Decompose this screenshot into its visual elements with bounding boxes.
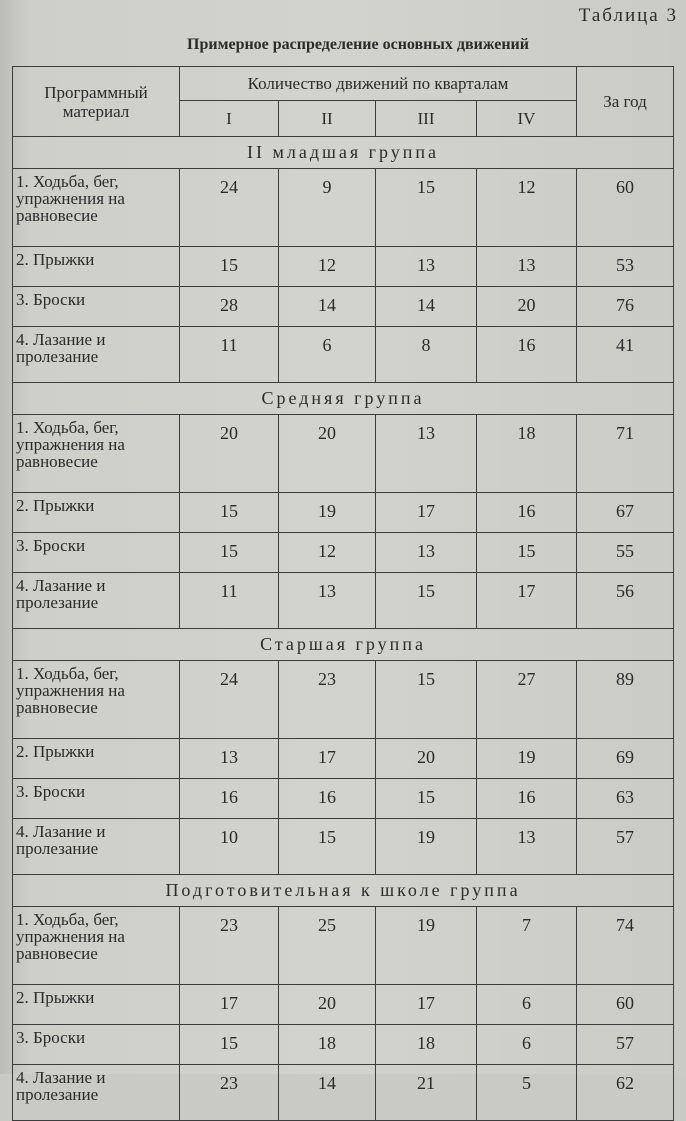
quarter-q3-cell: 20 [376,739,477,779]
table-title: Примерное распределение основных движений [187,36,529,53]
year-total-cell: 69 [577,739,674,779]
movement-distribution-table [12,66,674,1121]
quarter-q1-cell: 11 [180,327,279,383]
exercise-name-cell: 3. Броски [13,779,180,819]
header-q1: I [180,101,279,137]
year-total-cell: 55 [577,533,674,573]
group-header-row [13,875,674,907]
year-total-cell: 41 [577,327,674,383]
quarter-q2-cell: 14 [279,287,376,327]
quarter-q3-cell: 17 [376,493,477,533]
quarter-q1-cell: 24 [180,169,279,247]
exercise-name-cell: 1. Ходьба, бег, упражнения на равновесие [13,661,180,739]
table-row [13,493,674,533]
quarter-q4-cell: 6 [477,1025,577,1065]
table-row [13,415,674,493]
exercise-name-cell: 3. Броски [13,1025,180,1065]
table-row [13,327,674,383]
quarter-q1-cell: 15 [180,493,279,533]
year-total-cell: 62 [577,1065,674,1121]
year-total-cell: 60 [577,169,674,247]
quarter-q4-cell: 20 [477,287,577,327]
quarter-q4-cell: 18 [477,415,577,493]
quarter-q4-cell: 6 [477,985,577,1025]
table-row [13,739,674,779]
quarter-q2-cell: 13 [279,573,376,629]
exercise-name-cell: 3. Броски [13,287,180,327]
table-row [13,907,674,985]
quarter-q3-cell: 13 [376,247,477,287]
quarter-q3-cell: 19 [376,907,477,985]
exercise-name-cell: 2. Прыжки [13,739,180,779]
quarter-q2-cell: 15 [279,819,376,875]
group-header-row [13,629,674,661]
quarter-q1-cell: 15 [180,1025,279,1065]
quarter-q3-cell: 8 [376,327,477,383]
quarter-q1-cell: 28 [180,287,279,327]
exercise-name-cell: 4. Лазание и пролезание [13,327,180,383]
exercise-name-cell: 1. Ходьба, бег, упражнения на равновесие [13,415,180,493]
year-total-cell: 60 [577,985,674,1025]
quarter-q1-cell: 24 [180,661,279,739]
year-total-cell: 57 [577,819,674,875]
table-row [13,661,674,739]
quarter-q1-cell: 11 [180,573,279,629]
exercise-name-cell: 2. Прыжки [13,247,180,287]
quarter-q2-cell: 9 [279,169,376,247]
quarter-q2-cell: 18 [279,1025,376,1065]
quarter-q4-cell: 19 [477,739,577,779]
year-total-cell: 57 [577,1025,674,1065]
table-row [13,169,674,247]
quarter-q3-cell: 17 [376,985,477,1025]
exercise-name-cell: 2. Прыжки [13,493,180,533]
header-q3: III [376,101,477,137]
group-title: Старшая группа [13,629,674,661]
year-total-cell: 71 [577,415,674,493]
header-year: За год [577,67,674,137]
group-title: Подготовительная к школе группа [13,875,674,907]
quarter-q3-cell: 15 [376,573,477,629]
quarter-q4-cell: 13 [477,247,577,287]
group-header-row [13,137,674,169]
quarter-q3-cell: 21 [376,1065,477,1121]
table-row [13,985,674,1025]
header-quarters: Количество движений по кварталам [180,67,577,101]
group-header-row [13,383,674,415]
quarter-q2-cell: 12 [279,533,376,573]
quarter-q1-cell: 10 [180,819,279,875]
year-total-cell: 67 [577,493,674,533]
table-row [13,819,674,875]
quarter-q1-cell: 23 [180,1065,279,1121]
quarter-q2-cell: 16 [279,779,376,819]
group-title: II младшая группа [13,137,674,169]
exercise-name-cell: 2. Прыжки [13,985,180,1025]
exercise-name-cell: 3. Броски [13,533,180,573]
quarter-q4-cell: 16 [477,327,577,383]
quarter-q4-cell: 16 [477,779,577,819]
quarter-q4-cell: 13 [477,819,577,875]
quarter-q3-cell: 14 [376,287,477,327]
quarter-q3-cell: 13 [376,533,477,573]
year-total-cell: 74 [577,907,674,985]
quarter-q2-cell: 25 [279,907,376,985]
quarter-q4-cell: 17 [477,573,577,629]
quarter-q1-cell: 20 [180,415,279,493]
quarter-q2-cell: 19 [279,493,376,533]
table-row [13,1065,674,1121]
quarter-q3-cell: 15 [376,169,477,247]
exercise-name-cell: 4. Лазание и пролезание [13,573,180,629]
quarter-q2-cell: 17 [279,739,376,779]
quarter-q1-cell: 23 [180,907,279,985]
exercise-name-cell: 4. Лазание и пролезание [13,819,180,875]
quarter-q4-cell: 27 [477,661,577,739]
year-total-cell: 56 [577,573,674,629]
quarter-q2-cell: 12 [279,247,376,287]
table-row [13,1025,674,1065]
table-number: Таблица 3 [578,5,678,26]
table-row [13,247,674,287]
table-row [13,287,674,327]
table-row [13,573,674,629]
quarter-q3-cell: 19 [376,819,477,875]
quarter-q4-cell: 7 [477,907,577,985]
quarter-q3-cell: 15 [376,661,477,739]
table-row [13,779,674,819]
header-q2: II [279,101,376,137]
quarter-q2-cell: 14 [279,1065,376,1121]
quarter-q1-cell: 15 [180,533,279,573]
quarter-q1-cell: 15 [180,247,279,287]
exercise-name-cell: 1. Ходьба, бег, упражнения на равновесие [13,169,180,247]
quarter-q4-cell: 16 [477,493,577,533]
quarter-q4-cell: 5 [477,1065,577,1121]
quarter-q1-cell: 17 [180,985,279,1025]
quarter-q3-cell: 18 [376,1025,477,1065]
quarter-q3-cell: 15 [376,779,477,819]
header-q4: IV [477,101,577,137]
year-total-cell: 76 [577,287,674,327]
quarter-q4-cell: 12 [477,169,577,247]
quarter-q3-cell: 13 [376,415,477,493]
header-material: Программный материал [13,67,180,137]
year-total-cell: 63 [577,779,674,819]
quarter-q2-cell: 23 [279,661,376,739]
table-row [13,533,674,573]
quarter-q1-cell: 16 [180,779,279,819]
quarter-q2-cell: 20 [279,985,376,1025]
exercise-name-cell: 1. Ходьба, бег, упражнения на равновесие [13,907,180,985]
quarter-q2-cell: 20 [279,415,376,493]
quarter-q4-cell: 15 [477,533,577,573]
group-title: Средняя группа [13,383,674,415]
exercise-name-cell: 4. Лазание и пролезание [13,1065,180,1121]
year-total-cell: 89 [577,661,674,739]
year-total-cell: 53 [577,247,674,287]
quarter-q2-cell: 6 [279,327,376,383]
quarter-q1-cell: 13 [180,739,279,779]
